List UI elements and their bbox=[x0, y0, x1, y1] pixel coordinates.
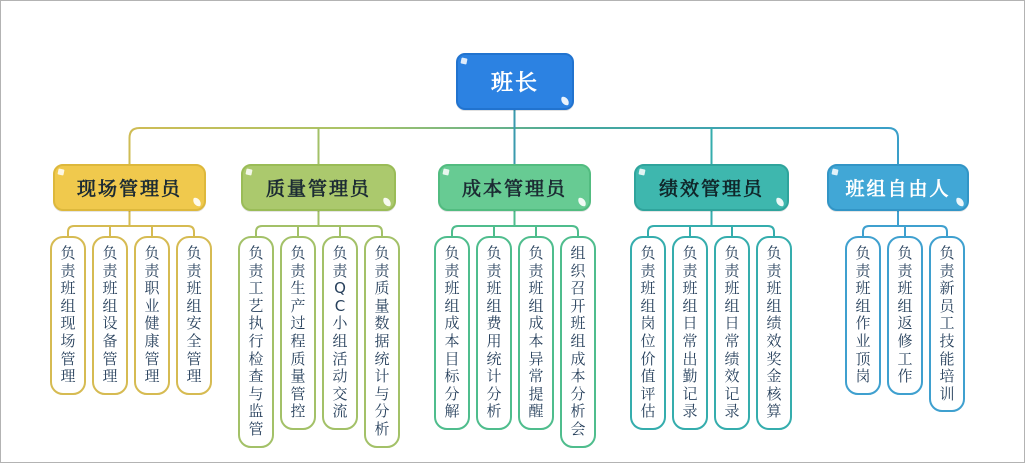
group-header-label: 质量管理员 bbox=[265, 178, 371, 200]
leaf-box: 负责班组岗位价值评估 bbox=[630, 236, 666, 430]
leaf-box: 负责班组成本目标分解 bbox=[434, 236, 470, 430]
group-header-performance-manager bbox=[634, 164, 789, 211]
leaf-box: 组织召开班组成本分析会 bbox=[560, 236, 596, 448]
leaf-box: 负责班组设备管理 bbox=[92, 236, 128, 395]
root-node-label: 班长 bbox=[490, 71, 539, 96]
group-header-label: 绩效管理员 bbox=[658, 178, 764, 200]
leaf-box: 负责QC小组活动交流 bbox=[322, 236, 358, 430]
leaf-box: 负责班组成本异常提醒 bbox=[518, 236, 554, 430]
group-header-cost-manager bbox=[438, 164, 591, 211]
leaf-box: 负责班组绩效奖金核算 bbox=[756, 236, 792, 430]
leaf-box: 负责班组返修工作 bbox=[887, 236, 923, 395]
leaf-box: 负责质量数据统计与分析 bbox=[364, 236, 400, 448]
group-header-label: 现场管理员 bbox=[76, 178, 182, 200]
leaf-box: 负责班组现场管理 bbox=[50, 236, 86, 395]
group-header-team-free-person bbox=[827, 164, 969, 211]
group-header-site-manager bbox=[53, 164, 206, 211]
leaf-box: 负责职业健康管理 bbox=[134, 236, 170, 395]
leaf-box: 负责工艺执行检查与监管 bbox=[238, 236, 274, 448]
leaf-box: 负责班组作业顶岗 bbox=[845, 236, 881, 395]
root-node-banzhang bbox=[456, 53, 574, 110]
leaf-box: 负责班组安全管理 bbox=[176, 236, 212, 395]
leaf-box: 负责生产过程质量管控 bbox=[280, 236, 316, 430]
group-header-label: 成本管理员 bbox=[461, 178, 567, 200]
leaf-box: 负责班组日常绩效记录 bbox=[714, 236, 750, 430]
leaf-box: 负责班组费用统计分析 bbox=[476, 236, 512, 430]
group-header-label: 班组自由人 bbox=[845, 178, 951, 200]
leaf-box: 负责班组日常出勤记录 bbox=[672, 236, 708, 430]
group-header-quality-manager bbox=[241, 164, 396, 211]
leaf-box: 负责新员工技能培训 bbox=[929, 236, 965, 412]
